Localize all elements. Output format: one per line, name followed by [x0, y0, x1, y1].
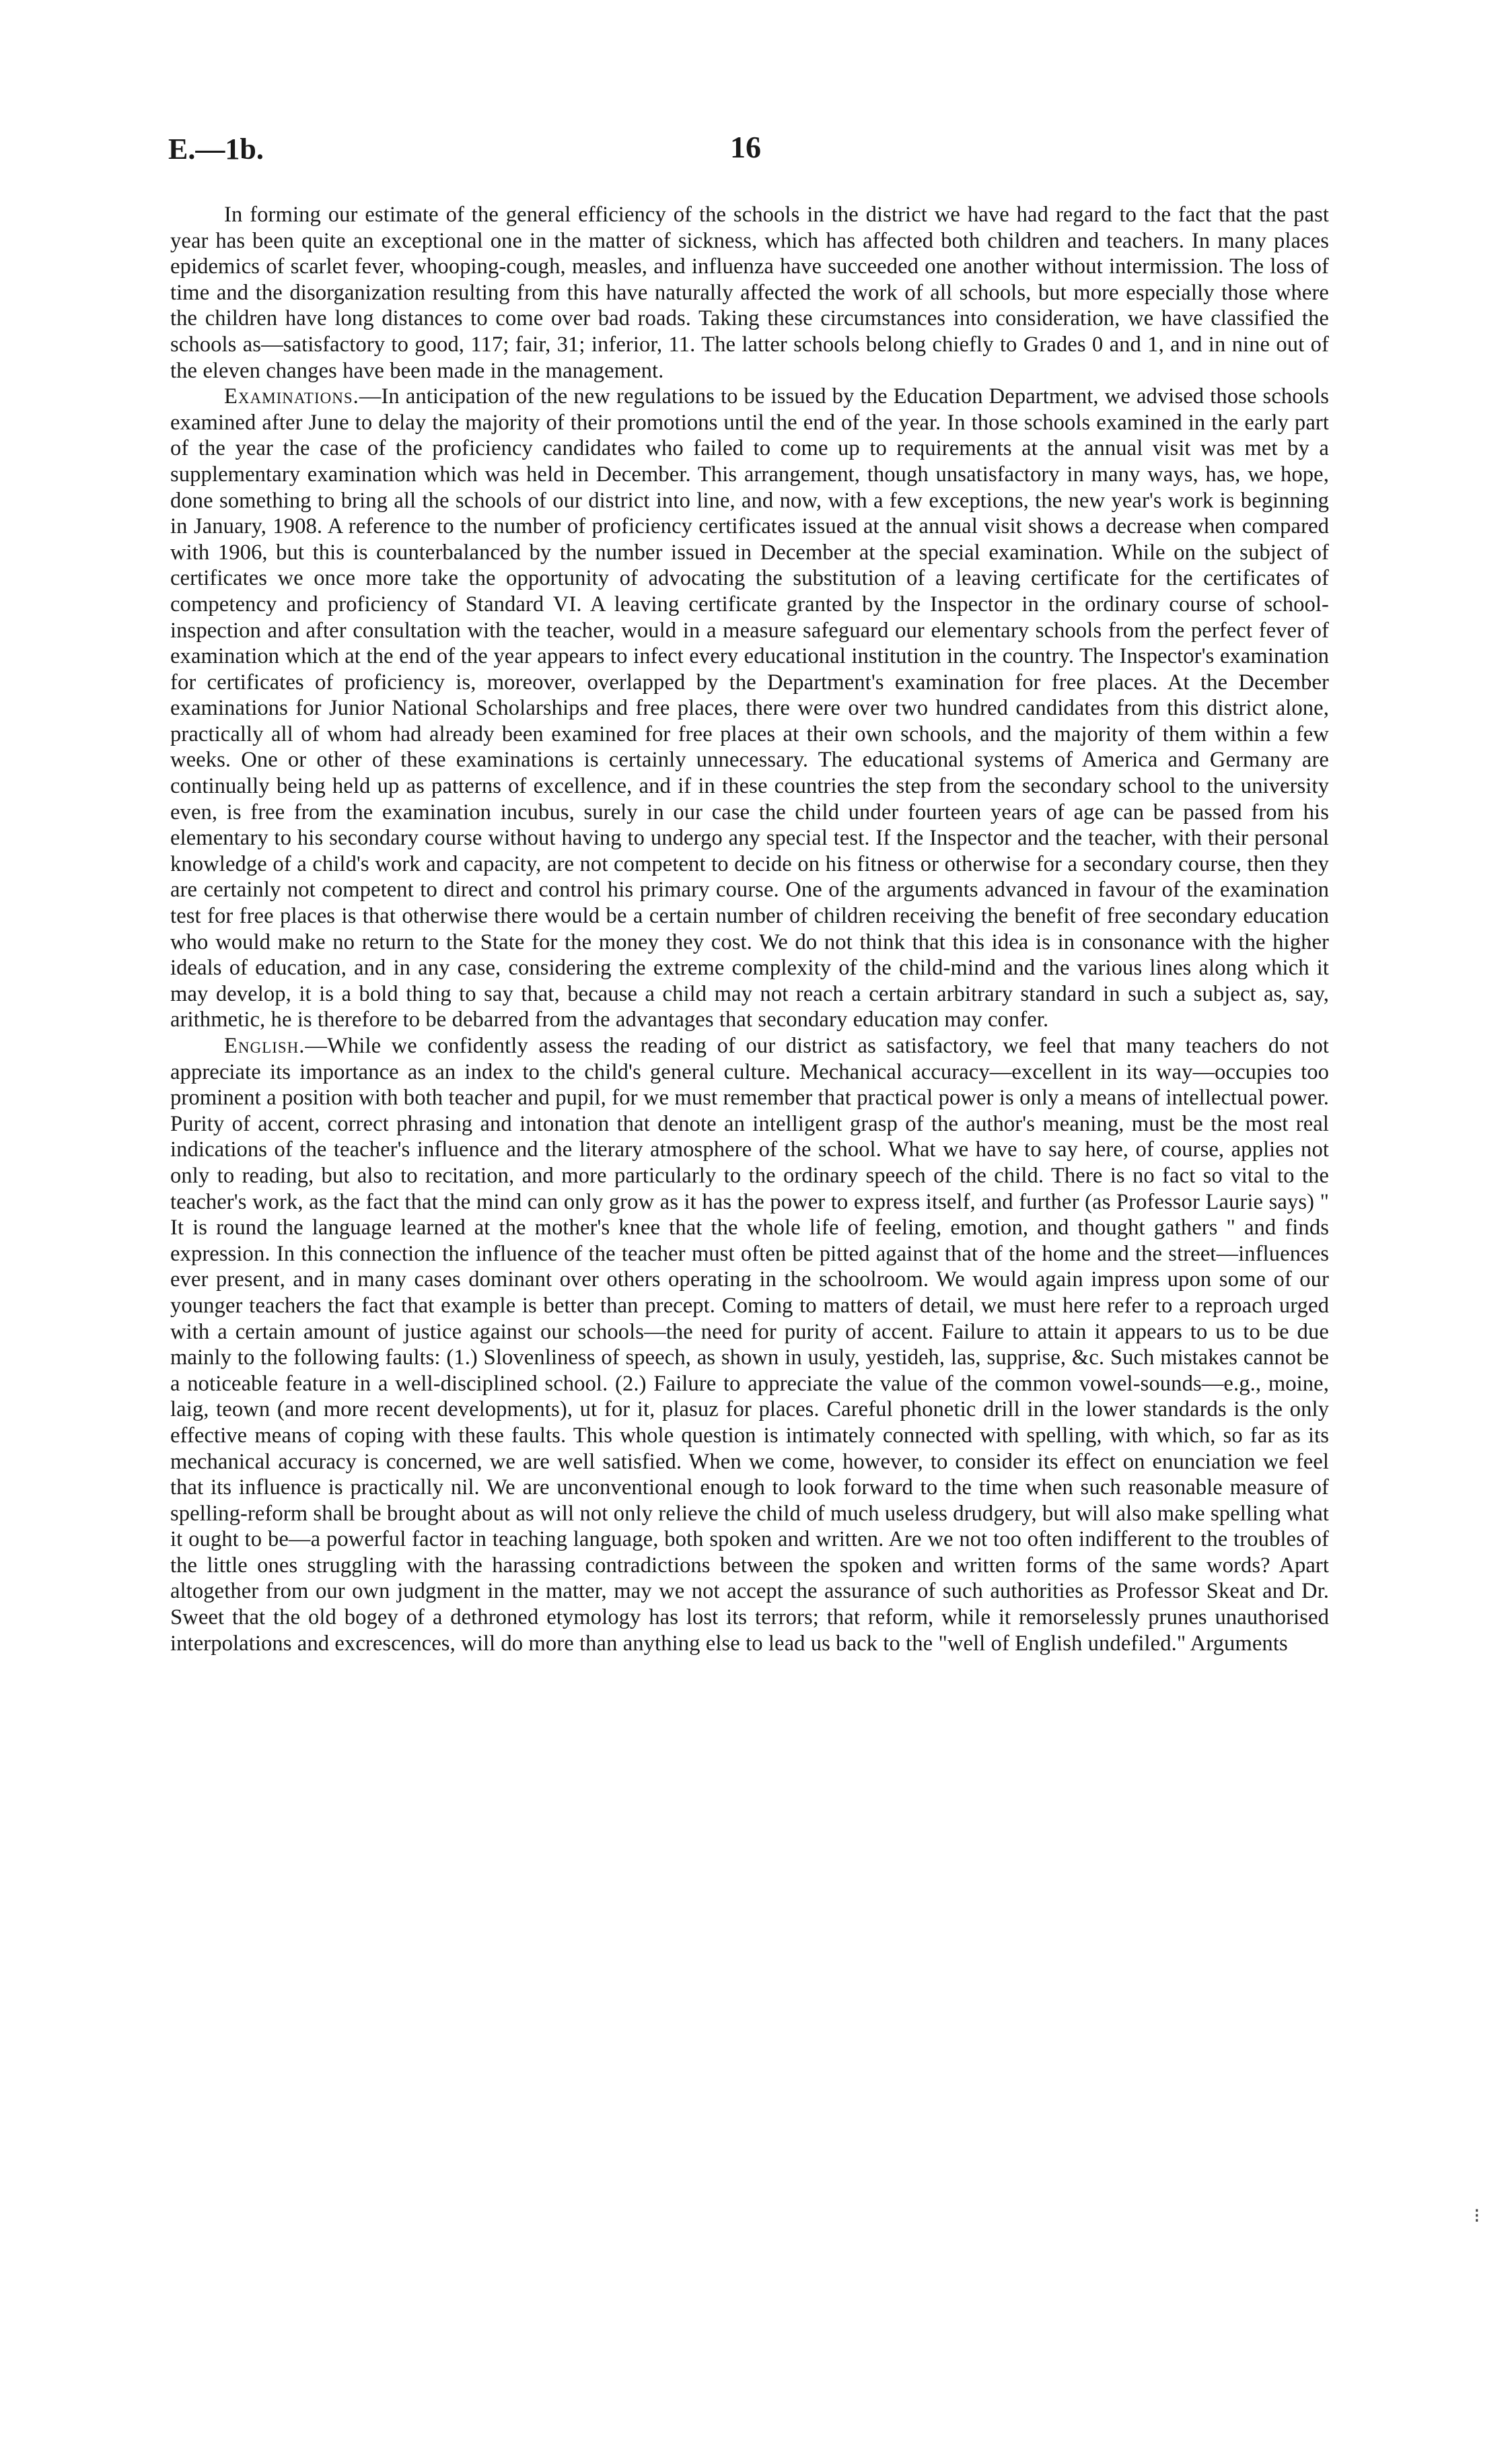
paragraph-text: In forming our estimate of the general efficiency of the schools in the district we have had regard to the fact that the past year has been quite an exceptional one in the matter of sickness, which has affected both children and teachers. In many places epidemics of scarlet fever, whooping-cough, measles, and influenza have succeeded one another without intermission. The loss of time and the disorganization resulting from this have naturally affected the work of all schools, but more especially those where the children have long distances to come over bad roads. Taking these circumstances into consideration, we have classified the schools as—satisfactory to good, 117; fair, 31; inferior, 11. The latter schools belong chiefly to Grades 0 and 1, and in nine out of the eleven changes have been made in the management. — [170, 203, 1329, 383]
paragraph-english — [170, 1033, 1329, 1656]
page-number: 16 — [730, 130, 761, 164]
paragraph-heading: Examinations. — [224, 384, 359, 409]
report-body — [170, 202, 1329, 1656]
paragraph-text: —While we confidently assess the reading of our district as satisfactory, we feel that many teachers do not appreciate its importance as an index to the child's general culture. Mechanical accuracy—excellent in its way—occupies too prominent a position with both teacher and pupil, for we must remember that practical power is only a means of intellectual power. Purity of accent, correct phrasing and intonation that denote an intelligent grasp of the author's meaning, must be the most real indications of the teacher's influence and the literary atmosphere of the school. What we have to say here, of course, applies not only to reading, but also to recitation, and more particularly to the ordinary speech of the child. There is no fact so vital to the teacher's work, as the fact that the mind can only grow as it has the power to express itself, and further (as Professor Laurie says) " It is round the language learned at the mother's knee that the whole life of feeling, emotion, and thought gathers " and finds expression. In this connection the influence of the teacher must often be pitted against that of the home and the street—influences ever present, and in many cases dominant over others operating in the schoolroom. We would again impress upon some of our younger teachers the fact that example is better than precept. Coming to matters of detail, we must here refer to a reproach urged with a certain amount of justice against our schools—the need for purity of accent. Failure to attain it appears to us to be due mainly to the following faults: (1.) Slovenliness of speech, as shown in usuly, yestideh, las, supprise, &c. Such mistakes cannot be a noticeable feature in a well-disciplined school. (2.) Failure to appreciate the value of the common vowel-sounds—e.g., moine, laig, teown (and more recent developments), ut for it, plasuz for places. Careful phonetic drill in the lower standards is the only effective means of coping with these faults. This whole question is intimately connected with spelling, with which, so far as its mechanical accuracy is concerned, we are well satisfied. When we come, however, to consider its effect on enunciation we feel that its influence is practically nil. We are unconventional enough to look forward to the time when such reasonable measure of spelling-reform shall be brought about as will not only relieve the child of much useless drudgery, but will also make spelling what it ought to be—a powerful factor in teaching language, both spoken and written. Are we not too often indifferent to the troubles of the little ones struggling with the harassing contradictions between the spoken and written forms of the same words? Apart altogether from our own judgment in the matter, may we not accept the assurance of such authorities as Professor Skeat and Dr. Sweet that the old bogey of a dethroned etymology has lost its terrors; that reform, while it remorselessly prunes unauthorised interpolations and excrescences, will do more than anything else to lead us back to the "well of English undefiled." Arguments — [170, 1034, 1329, 1656]
margin-mark: ⁝ — [1474, 2205, 1480, 2227]
page-header — [168, 132, 1339, 172]
paragraph-examinations — [170, 384, 1329, 1033]
paragraph-text: —In anticipation of the new regulations to be issued by the Education Department, we advised those schools examined after June to delay the majority of their promotions until the end of the year. In those schools examined in the early part of the year the case of the proficiency candidates who failed to come up to requirements at the annual visit was met by a supplementary examination which was held in December. This arrangement, though unsatisfactory in many ways, has, we hope, done something to bring all the schools of our district into line, and now, with a few exceptions, the new year's work is beginning in January, 1908. A reference to the number of proficiency certificates issued at the annual visit shows a decrease when compared with 1906, but this is counterbalanced by the number issued in December at the special examination. While on the subject of certificates we once more take the opportunity of advocating the substitution of a leaving certificate for the certificates of competency and proficiency of Standard VI. A leaving certificate granted by the Inspector in the ordinary course of school-inspection and after consultation with the teacher, would in a measure safeguard our elementary schools from the perfect fever of examination which at the end of the year appears to infect every educational institution in the country. The Inspector's examination for certificates of proficiency is, moreover, overlapped by the Department's examination for free places. At the December examinations for Junior National Scholarships and free places, there were over two hundred candidates from this district alone, practically all of whom had already been examined for free places at their own schools, and the majority of them within a few weeks. One or other of these examinations is certainly unnecessary. The educational systems of America and Germany are continually being held up as patterns of excellence, and if in these countries the step from the secondary school to the university even, is free from the examination incubus, surely in our case the child under fourteen years of age can be passed from his elementary to his secondary course without having to undergo any special test. If the Inspector and the teacher, with their personal knowledge of a child's work and capacity, are not competent to decide on his fitness or otherwise for a secondary course, then they are certainly not competent to direct and control his primary course. One of the arguments advanced in favour of the examination test for free places is that otherwise there would be a certain number of children receiving the benefit of free secondary education who would make no return to the State for the money they cost. We do not think that this idea is in consonance with the higher ideals of education, and in any case, considering the extreme complexity of the child-mind and the various lines along which it may develop, it is a bold thing to say that, because a child may not reach a certain arbitrary standard in such a subject as, say, arithmetic, he is therefore to be debarred from the advantages that secondary education may confer. — [170, 384, 1329, 1032]
document-reference: E.—1b. — [168, 133, 264, 166]
paragraph-heading: English. — [224, 1034, 305, 1058]
paragraph-general-efficiency — [170, 202, 1329, 384]
